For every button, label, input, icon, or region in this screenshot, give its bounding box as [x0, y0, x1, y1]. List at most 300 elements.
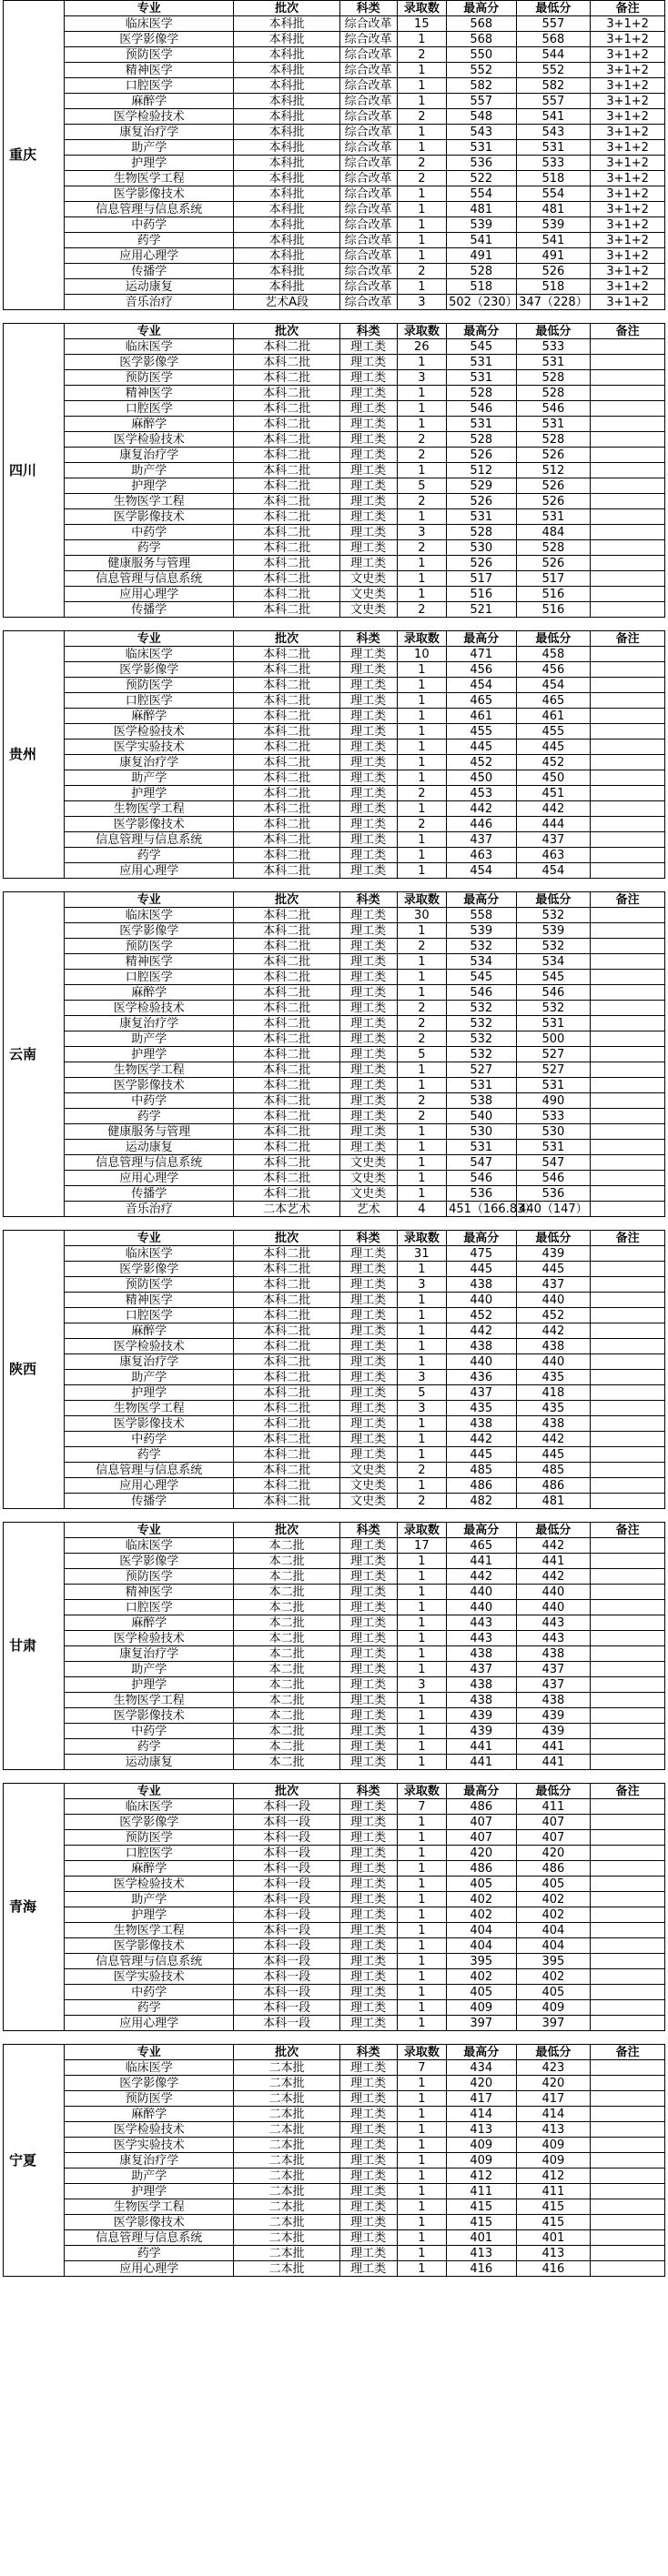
table-cell: 理工类: [339, 417, 397, 432]
table-cell: 理工类: [339, 2230, 397, 2246]
table-cell: 助产学: [65, 1892, 234, 1907]
table-cell: 本科二批: [234, 463, 339, 478]
table-cell: 1: [397, 1339, 446, 1354]
table-cell: 1: [397, 1693, 446, 1708]
table-cell: 1: [397, 417, 446, 432]
table-cell: 442: [516, 1569, 591, 1585]
column-header: 最高分: [447, 1231, 516, 1246]
column-header: 科类: [339, 324, 397, 339]
table-cell: 本科二批: [234, 448, 339, 463]
table-cell: 理工类: [339, 1923, 397, 1938]
table-cell: 理工类: [339, 355, 397, 370]
table-cell: [591, 908, 665, 923]
table-cell: 528: [447, 525, 516, 540]
table-cell: 本科二批: [234, 724, 339, 740]
table-cell: 生物医学工程: [65, 1923, 234, 1938]
table-cell: 451（166.83）: [447, 1202, 516, 1217]
table-cell: 本二批: [234, 1615, 339, 1631]
table-cell: 2: [397, 540, 446, 556]
table-cell: 536: [516, 1186, 591, 1202]
table-cell: 443: [447, 1615, 516, 1631]
table-cell: 413: [516, 2122, 591, 2138]
table-row: [4, 647, 665, 662]
table-cell: 1: [397, 1877, 446, 1892]
table-cell: 综合改革: [339, 264, 397, 279]
table-cell: [591, 1677, 665, 1693]
table-cell: 理工类: [339, 494, 397, 509]
table-cell: 404: [516, 1923, 591, 1938]
column-header: 专业: [65, 892, 234, 908]
table-cell: 1: [397, 801, 446, 817]
table-cell: 485: [447, 1463, 516, 1478]
province-table: [3, 630, 665, 879]
table-cell: 440: [516, 1354, 591, 1370]
table-row: [4, 248, 665, 264]
table-row: [4, 908, 665, 923]
table-cell: 529: [447, 478, 516, 494]
table-cell: [591, 1846, 665, 1861]
table-cell: 1: [397, 985, 446, 1001]
table-cell: 531: [447, 355, 516, 370]
column-header: 专业: [65, 324, 234, 339]
table-cell: 409: [447, 2000, 516, 2016]
table-cell: 临床医学: [65, 908, 234, 923]
table-cell: [591, 1693, 665, 1708]
table-cell: [591, 1308, 665, 1323]
table-cell: 1: [397, 954, 446, 970]
column-header: 最高分: [447, 1784, 516, 1799]
table-cell: 综合改革: [339, 217, 397, 233]
table-cell: 446: [447, 817, 516, 832]
table-cell: 2: [397, 1494, 446, 1509]
table-cell: 2: [397, 1109, 446, 1124]
table-cell: 442: [516, 801, 591, 817]
table-cell: 404: [447, 1923, 516, 1938]
table-cell: 1: [397, 662, 446, 678]
table-cell: 精神医学: [65, 386, 234, 401]
table-cell: 2: [397, 1016, 446, 1031]
table-cell: [591, 2153, 665, 2168]
table-cell: 综合改革: [339, 94, 397, 109]
table-cell: [591, 2122, 665, 2138]
table-cell: 理工类: [339, 2168, 397, 2184]
table-cell: 药学: [65, 1447, 234, 1463]
table-cell: 理工类: [339, 1001, 397, 1016]
table-cell: 1: [397, 2184, 446, 2199]
column-header: 批次: [234, 324, 339, 339]
table-cell: 451: [516, 786, 591, 801]
table-row: [4, 1109, 665, 1124]
table-row: [4, 171, 665, 186]
table-cell: 医学影像学: [65, 32, 234, 47]
table-cell: 二本批: [234, 2199, 339, 2215]
table-cell: 461: [516, 709, 591, 724]
table-row: [4, 2261, 665, 2277]
table-cell: 二本批: [234, 2184, 339, 2199]
table-cell: 407: [447, 1830, 516, 1846]
table-cell: [591, 2060, 665, 2076]
table-row: [4, 709, 665, 724]
table-row: [4, 1140, 665, 1155]
table-cell: 医学影像学: [65, 662, 234, 678]
table-cell: 395: [447, 1954, 516, 1969]
table-cell: 本二批: [234, 1662, 339, 1677]
table-cell: 理工类: [339, 863, 397, 879]
table-cell: 本二批: [234, 1677, 339, 1693]
table-cell: 中药学: [65, 1432, 234, 1447]
table-cell: 407: [447, 1815, 516, 1830]
table-cell: 助产学: [65, 463, 234, 478]
table-cell: 441: [516, 1739, 591, 1755]
table-cell: 理工类: [339, 1339, 397, 1354]
table-cell: 信息管理与信息系统: [65, 2230, 234, 2246]
table-row: [4, 770, 665, 786]
table-cell: 1: [397, 1861, 446, 1877]
table-cell: 533: [516, 1109, 591, 1124]
table-cell: 420: [447, 1846, 516, 1861]
table-cell: 理工类: [339, 1093, 397, 1109]
table-cell: 527: [516, 1062, 591, 1078]
column-header: 批次: [234, 631, 339, 647]
section-gap: [0, 2031, 668, 2044]
table-cell: 理工类: [339, 786, 397, 801]
table-cell: 文史类: [339, 1494, 397, 1509]
table-cell: 护理学: [65, 1677, 234, 1693]
table-cell: 本科批: [234, 78, 339, 94]
table-cell: 531: [447, 509, 516, 525]
table-row: [4, 1308, 665, 1323]
table-cell: 404: [516, 1938, 591, 1954]
table-cell: 综合改革: [339, 125, 397, 140]
table-cell: 516: [447, 587, 516, 602]
table-cell: 健康服务与管理: [65, 1124, 234, 1140]
table-cell: 综合改革: [339, 63, 397, 78]
table-cell: 理工类: [339, 2016, 397, 2031]
table-cell: 医学实验技术: [65, 740, 234, 755]
section-gap: [0, 1770, 668, 1783]
province-name: 陕西: [4, 1231, 65, 1509]
table-cell: 临床医学: [65, 339, 234, 355]
table-cell: 530: [447, 1124, 516, 1140]
table-row: [4, 2091, 665, 2107]
table-cell: 本科二批: [234, 693, 339, 709]
table-cell: 本科二批: [234, 602, 339, 618]
table-cell: [591, 2000, 665, 2016]
table-row: [4, 1877, 665, 1892]
table-row: [4, 2122, 665, 2138]
table-cell: 理工类: [339, 2184, 397, 2199]
table-cell: 本科二批: [234, 1277, 339, 1293]
table-cell: 486: [447, 1861, 516, 1877]
table-cell: 412: [447, 2168, 516, 2184]
table-cell: 本二批: [234, 1538, 339, 1554]
table-header-row: [4, 631, 665, 647]
table-cell: 443: [447, 1631, 516, 1646]
table-row: [4, 525, 665, 540]
table-cell: [591, 2261, 665, 2277]
table-cell: 本科一段: [234, 1969, 339, 1985]
table-row: [4, 448, 665, 463]
table-cell: 医学检验技术: [65, 432, 234, 448]
table-cell: 康复治疗学: [65, 125, 234, 140]
table-cell: 本科二批: [234, 1308, 339, 1323]
table-cell: 精神医学: [65, 1293, 234, 1308]
table-cell: 405: [516, 1985, 591, 2000]
table-cell: 综合改革: [339, 16, 397, 32]
table-cell: 药学: [65, 540, 234, 556]
table-cell: 本科一段: [234, 1799, 339, 1815]
table-cell: 481: [516, 1494, 591, 1509]
table-cell: 546: [447, 985, 516, 1001]
table-row: [4, 2184, 665, 2199]
table-cell: 3+1+2: [591, 295, 665, 310]
table-cell: 442: [447, 1569, 516, 1585]
column-header: 备注: [591, 1, 665, 16]
table-cell: [591, 1662, 665, 1677]
table-cell: 医学影像技术: [65, 186, 234, 202]
table-cell: 438: [447, 1677, 516, 1693]
table-cell: 医学影像学: [65, 355, 234, 370]
table-row: [4, 1323, 665, 1339]
table-cell: 医学影像技术: [65, 509, 234, 525]
table-cell: 3+1+2: [591, 156, 665, 171]
column-header: 最高分: [447, 1523, 516, 1538]
table-cell: 531: [447, 140, 516, 156]
table-cell: [591, 1478, 665, 1494]
table-cell: 理工类: [339, 525, 397, 540]
table-cell: 传播学: [65, 602, 234, 618]
column-header: 录取数: [397, 1784, 446, 1799]
table-cell: 1: [397, 1124, 446, 1140]
table-cell: 7: [397, 2060, 446, 2076]
column-header: 最高分: [447, 892, 516, 908]
table-cell: 502（230）: [447, 295, 516, 310]
column-header: 最低分: [516, 1231, 591, 1246]
table-cell: 2: [397, 432, 446, 448]
table-cell: 理工类: [339, 1354, 397, 1370]
table-cell: 438: [447, 1416, 516, 1432]
column-header: 最低分: [516, 324, 591, 339]
table-cell: 本科二批: [234, 923, 339, 939]
table-cell: 441: [516, 1554, 591, 1569]
table-cell: 554: [516, 186, 591, 202]
table-header-row: [4, 1523, 665, 1538]
table-cell: 理工类: [339, 1031, 397, 1047]
table-cell: [591, 478, 665, 494]
table-cell: 本科二批: [234, 432, 339, 448]
table-cell: 本科批: [234, 264, 339, 279]
table-cell: 理工类: [339, 724, 397, 740]
table-cell: 麻醉学: [65, 985, 234, 1001]
table-cell: 本科一段: [234, 1892, 339, 1907]
table-cell: 本科二批: [234, 1001, 339, 1016]
table-cell: 3+1+2: [591, 248, 665, 264]
column-header: 最低分: [516, 892, 591, 908]
table-row: [4, 1755, 665, 1770]
province-name: 四川: [4, 324, 65, 618]
table-cell: 1: [397, 1554, 446, 1569]
table-row: [4, 1538, 665, 1554]
table-cell: 本科二批: [234, 1047, 339, 1062]
table-cell: 理工类: [339, 386, 397, 401]
table-cell: 本科批: [234, 109, 339, 125]
column-header: 最低分: [516, 1523, 591, 1538]
table-cell: 402: [516, 1892, 591, 1907]
table-cell: 437: [516, 1277, 591, 1293]
table-cell: 本二批: [234, 1724, 339, 1739]
table-cell: 5: [397, 1047, 446, 1062]
table-cell: 本科二批: [234, 339, 339, 355]
table-cell: 理工类: [339, 832, 397, 848]
table-cell: 546: [447, 1171, 516, 1186]
table-cell: 理工类: [339, 693, 397, 709]
table-cell: 理工类: [339, 339, 397, 355]
table-cell: 医学检验技术: [65, 724, 234, 740]
table-cell: 1: [397, 678, 446, 693]
table-cell: 理工类: [339, 1861, 397, 1877]
section-gap: [0, 879, 668, 891]
table-cell: 3: [397, 295, 446, 310]
column-header: 科类: [339, 631, 397, 647]
table-cell: 1: [397, 2261, 446, 2277]
table-cell: [591, 1047, 665, 1062]
table-cell: 综合改革: [339, 32, 397, 47]
table-cell: 口腔医学: [65, 693, 234, 709]
table-cell: 2: [397, 156, 446, 171]
table-cell: 口腔医学: [65, 78, 234, 94]
column-header: 录取数: [397, 631, 446, 647]
table-cell: 本科批: [234, 16, 339, 32]
table-cell: 545: [516, 970, 591, 985]
table-cell: 543: [447, 125, 516, 140]
table-cell: 文史类: [339, 602, 397, 618]
table-cell: 541: [516, 109, 591, 125]
table-cell: 运动康复: [65, 279, 234, 295]
province-table: [3, 323, 665, 618]
table-cell: 本科一段: [234, 1846, 339, 1861]
table-cell: 2: [397, 1093, 446, 1109]
table-cell: [591, 1432, 665, 1447]
table-row: [4, 1677, 665, 1693]
table-cell: 1: [397, 248, 446, 264]
table-cell: 532: [447, 1016, 516, 1031]
table-cell: 450: [447, 770, 516, 786]
table-cell: 本科批: [234, 140, 339, 156]
table-row: [4, 355, 665, 370]
table-cell: 预防医学: [65, 1830, 234, 1846]
table-cell: 413: [447, 2246, 516, 2261]
table-row: [4, 848, 665, 863]
table-cell: 533: [516, 339, 591, 355]
table-cell: 理工类: [339, 1308, 397, 1323]
table-cell: 理工类: [339, 1846, 397, 1861]
table-cell: 526: [447, 494, 516, 509]
table-cell: 本科二批: [234, 817, 339, 832]
table-cell: 1: [397, 63, 446, 78]
table-cell: 434: [447, 2060, 516, 2076]
table-cell: [591, 1323, 665, 1339]
section-gap: [0, 1509, 668, 1522]
table-cell: 本科批: [234, 202, 339, 217]
table-cell: 1: [397, 1478, 446, 1494]
table-cell: 综合改革: [339, 233, 397, 248]
table-cell: 1: [397, 1078, 446, 1093]
table-cell: 526: [516, 556, 591, 571]
table-cell: 532: [516, 908, 591, 923]
table-cell: 5: [397, 1385, 446, 1401]
table-cell: 471: [447, 647, 516, 662]
table-cell: [591, 1277, 665, 1293]
table-cell: 415: [447, 2215, 516, 2230]
table-cell: 1: [397, 1569, 446, 1585]
table-cell: 3+1+2: [591, 186, 665, 202]
table-cell: 应用心理学: [65, 863, 234, 879]
table-row: [4, 1478, 665, 1494]
table-cell: [591, 848, 665, 863]
table-cell: 预防医学: [65, 370, 234, 386]
table-cell: [591, 939, 665, 954]
table-cell: 1: [397, 2246, 446, 2261]
table-cell: 414: [447, 2107, 516, 2122]
table-row: [4, 2246, 665, 2261]
table-row: [4, 1078, 665, 1093]
table-cell: [591, 1815, 665, 1830]
table-row: [4, 1799, 665, 1815]
table-cell: 518: [447, 279, 516, 295]
table-row: [4, 1339, 665, 1354]
table-cell: 理工类: [339, 1585, 397, 1600]
table-cell: 2: [397, 494, 446, 509]
table-cell: 综合改革: [339, 248, 397, 264]
table-cell: 2: [397, 939, 446, 954]
table-cell: 397: [447, 2016, 516, 2031]
table-cell: 理工类: [339, 2215, 397, 2230]
table-cell: [591, 448, 665, 463]
table-row: [4, 2000, 665, 2016]
table-cell: 3+1+2: [591, 279, 665, 295]
table-cell: 1: [397, 1938, 446, 1954]
table-cell: 本科二批: [234, 386, 339, 401]
table-cell: 生物医学工程: [65, 171, 234, 186]
table-cell: [591, 1739, 665, 1755]
table-cell: 麻醉学: [65, 417, 234, 432]
province-name: 贵州: [4, 631, 65, 879]
table-row: [4, 817, 665, 832]
table-cell: 本科二批: [234, 908, 339, 923]
table-cell: 信息管理与信息系统: [65, 1463, 234, 1478]
table-row: [4, 863, 665, 879]
table-cell: 557: [447, 94, 516, 109]
column-header: 录取数: [397, 1523, 446, 1538]
table-cell: 二本批: [234, 2091, 339, 2107]
table-cell: 1: [397, 1600, 446, 1615]
table-cell: 1: [397, 1308, 446, 1323]
table-cell: 1: [397, 2138, 446, 2153]
table-row: [4, 1416, 665, 1432]
table-cell: 理工类: [339, 1662, 397, 1677]
table-row: [4, 1171, 665, 1186]
table-row: [4, 678, 665, 693]
table-cell: 1: [397, 140, 446, 156]
table-cell: 531: [447, 1078, 516, 1093]
table-cell: 护理学: [65, 786, 234, 801]
table-cell: 信息管理与信息系统: [65, 1155, 234, 1171]
table-cell: [591, 817, 665, 832]
table-cell: 416: [516, 2261, 591, 2277]
table-cell: 本科二批: [234, 370, 339, 386]
table-cell: 应用心理学: [65, 1171, 234, 1186]
table-cell: 412: [516, 2168, 591, 2184]
